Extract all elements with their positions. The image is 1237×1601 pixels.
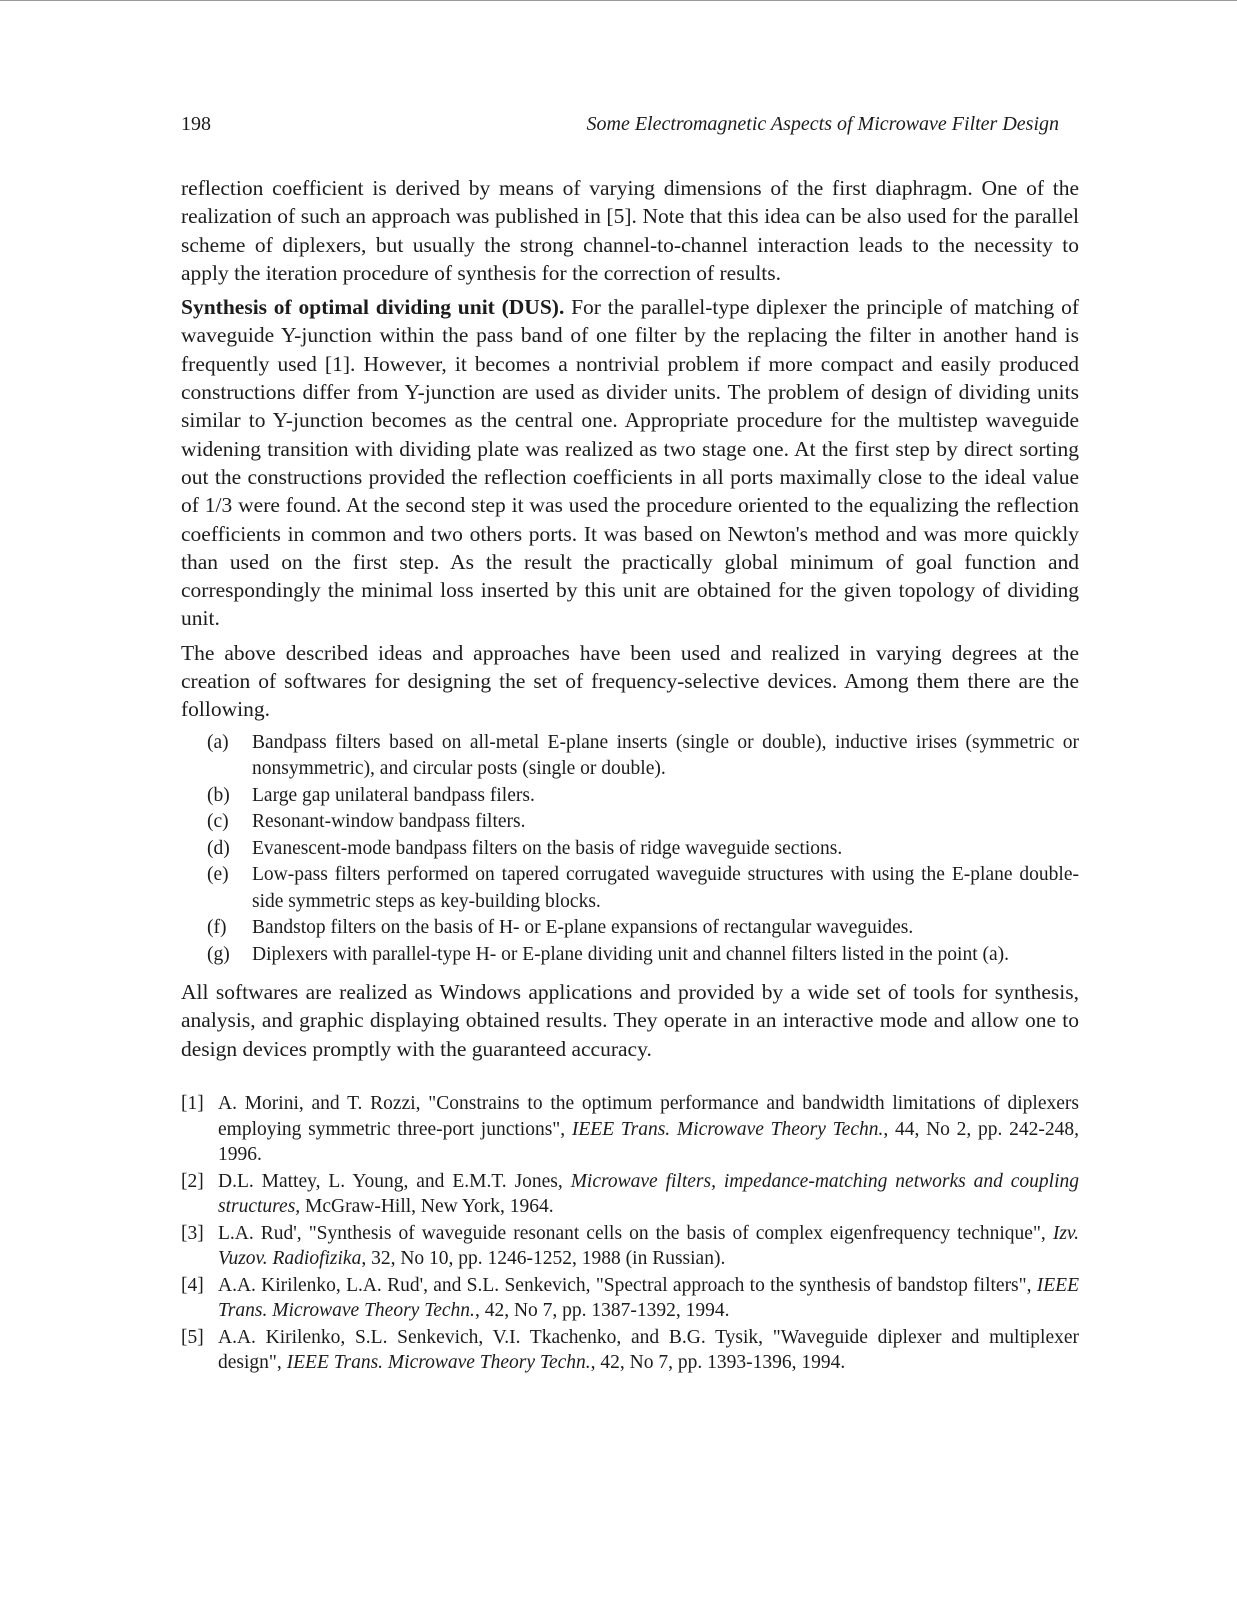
reference-venue: Izv. Vuzov. Radiofizika: [218, 1222, 1079, 1270]
list-item-label: (c): [207, 811, 229, 833]
reference-item: [181, 1091, 1079, 1168]
reference-venue: IEEE Trans. Microwave Theory Techn.: [571, 1118, 884, 1140]
list-item-label: (f): [207, 917, 227, 939]
paragraph-1: reflection coefficient is derived by means of varying dimensions of the first diaphragm. One of the realization of such an approach was published in [5]. Note that this idea can be also used for the parallel scheme of diplexers, but usually the strong channel-to-channel interaction leads to the necessity to apply the iteration procedure of synthesis for the correction of results.: [181, 176, 1079, 285]
software-list: [181, 730, 1079, 969]
list-item-text: Diplexers with parallel-type H- or E-plane dividing unit and channel filters listed in the point (a).: [252, 943, 1010, 965]
top-border-line: [0, 0, 1237, 1]
reference-authors: A.A. Kirilenko, L.A. Rud', and S.L. Senkevich, "Spectral approach to the synthesis of bandstop filters",: [218, 1274, 1037, 1296]
paragraph-4: All softwares are realized as Windows applications and provided by a wide set of tools for synthesis, analysis, and graphic displaying obtained results. They operate in an interactive mode and allow one to design devices promptly with the guaranteed accuracy.: [181, 980, 1079, 1061]
reference-venue: IEEE Trans. Microwave Theory Techn.: [286, 1352, 591, 1374]
reference-details: , 42, No 7, pp. 1387-1392, 1994.: [474, 1300, 730, 1322]
list-item-label: (a): [207, 731, 229, 753]
reference-venue: IEEE Trans. Microwave Theory Techn.: [218, 1274, 1079, 1322]
list-item-text: Bandstop filters on the basis of H- or E-plane expansions of rectangular waveguides.: [252, 917, 914, 939]
list-item-text: Bandpass filters based on all-metal E-plane inserts (single or double), inductive irises (symmetric or nonsymmetric), and circular posts (single or double).: [252, 731, 1079, 780]
reference-item: [181, 1221, 1079, 1272]
section-heading-dus: Synthesis of optimal dividing unit (DUS).: [181, 295, 565, 320]
list-item-label: (b): [207, 784, 230, 806]
list-item-text: Evanescent-mode bandpass filters on the basis of ridge waveguide sections.: [252, 837, 843, 859]
reference-number: [3]: [181, 1222, 204, 1244]
list-item: [207, 836, 1079, 863]
list-item-text: Large gap unilateral bandpass filers.: [252, 784, 535, 806]
list-item: [207, 915, 1079, 942]
reference-number: [4]: [181, 1274, 204, 1296]
reference-item: [181, 1169, 1079, 1220]
reference-details: , 44, No 2, pp. 242-248, 1996.: [218, 1118, 1080, 1166]
reference-number: [2]: [181, 1170, 204, 1192]
list-item: [207, 809, 1079, 836]
reference-authors: A. Morini, and T. Rozzi, "Constrains to the optimum performance and bandwidth limitations of diplexers employing symmetric three-port junctions",: [218, 1093, 1079, 1140]
running-title: Some Electromagnetic Aspects of Microwave Filter Design: [586, 113, 1059, 135]
list-item-label: (e): [207, 864, 229, 886]
list-item: [207, 783, 1079, 810]
reference-details: McGraw-Hill, New York, 1964.: [300, 1196, 554, 1218]
list-item-label: (g): [207, 943, 230, 965]
reference-details: , 42, No 7, pp. 1393-1396, 1994.: [590, 1352, 846, 1374]
reference-authors: D.L. Mattey, L. Young, and E.M.T. Jones,: [218, 1170, 571, 1192]
list-item: [207, 730, 1079, 783]
list-item-text: Resonant-window bandpass filters.: [252, 811, 526, 833]
reference-authors: A.A. Kirilenko, S.L. Senkevich, V.I. Tkachenko, and B.G. Tysik, "Waveguide diplexer and multiplexer design",: [218, 1326, 1079, 1374]
list-item-text: Low-pass filters performed on tapered corrugated waveguide structures with using the E-plane double-side symmetric steps as key-building blocks.: [252, 864, 1079, 912]
reference-number: [1]: [181, 1093, 204, 1115]
list-item-label: (d): [207, 837, 230, 859]
page-body: [181, 174, 1079, 1377]
reference-venue: Microwave filters, impedance-matching networks and coupling structures,: [218, 1170, 1080, 1218]
list-item: [207, 862, 1079, 915]
reference-number: [5]: [181, 1326, 204, 1348]
reference-authors: L.A. Rud', "Synthesis of waveguide resonant cells on the basis of complex eigenfrequency technique",: [218, 1222, 1053, 1244]
paragraph-3: The above described ideas and approaches have been used and realized in varying degrees at the creation of softwares for designing the set of frequency-selective devices. Among them there are the following.: [181, 640, 1079, 722]
reference-details: , 32, No 10, pp. 1246-1252, 1988 (in Russian).: [361, 1248, 726, 1270]
reference-list: [181, 1091, 1079, 1376]
reference-item: [181, 1325, 1079, 1376]
page-number: 198: [181, 113, 211, 135]
reference-item: [181, 1273, 1079, 1324]
paragraph-2-text: For the parallel-type diplexer the principle of matching of waveguide Y-junction within the pass band of one filter by the replacing the filter in another hand is frequently used [1]. However, it becomes a nontrivial problem if more compact and easily produced constructions differ from Y-junction are used as divider units. The problem of design of dividing units similar to Y-junction becomes as the central one. Appropriate procedure for the multistep waveguide widening transition with dividing plate was realized as two stage one. At the first step by direct sorting out the constructions provided the reflection coefficients in all ports maximally close to the ideal value of 1/3 were found. At the second step it was used the procedure oriented to the equalizing the reflection coefficients in common and two others ports. It was based on Newton's method and was more quickly than used on the first step. As the result the practically global minimum of goal function and correspondingly the minimal loss inserted by this unit are obtained for the given topology of dividing unit.: [181, 295, 1079, 631]
page-header: [181, 113, 1059, 141]
paragraph-2: [181, 293, 1079, 633]
list-item: [207, 942, 1079, 969]
